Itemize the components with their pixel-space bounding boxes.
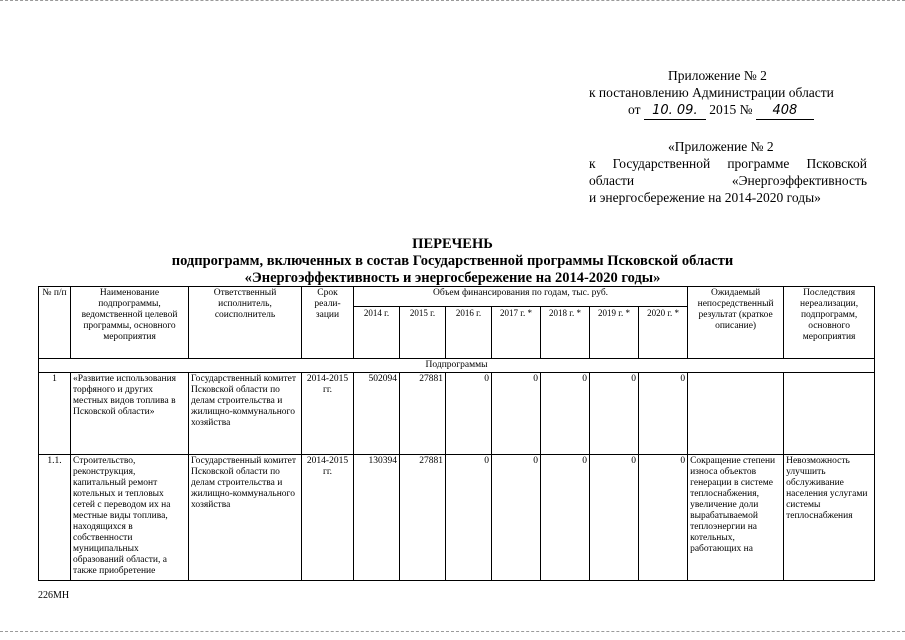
program-appendix-title: «Приложение № 2 <box>668 139 774 154</box>
header-year: 2015 г. <box>400 307 446 359</box>
from-label: от <box>628 102 641 117</box>
header-year: 2018 г. * <box>541 307 590 359</box>
row-value: 0 <box>639 373 688 455</box>
header-executor: Ответственный исполнитель, соисполнитель <box>189 287 302 359</box>
program-appendix-text <box>589 155 867 189</box>
row-value: 0 <box>590 455 639 581</box>
header-year: 2017 г. * <box>492 307 541 359</box>
row-value: 27881 <box>400 373 446 455</box>
program-appendix-word: Государственной <box>612 156 711 171</box>
header-year: 2014 г. <box>354 307 400 359</box>
row-num: 1.1. <box>39 455 71 581</box>
scan-edge-bottom <box>0 631 905 634</box>
document-heading: ПЕРЕЧЕНЬ <box>412 236 493 252</box>
year-number-label: 2015 № <box>709 102 753 117</box>
section-label: Подпрограммы <box>39 359 875 373</box>
row-num: 1 <box>39 373 71 455</box>
row-term: 2014-2015 гг. <box>302 455 354 581</box>
handwritten-date: 10. 09. <box>644 102 706 120</box>
row-name: Строительство, реконструкция, капитальный ремонт котельных и тепловых сетей с переводом их на местные виды топлива, находящихся в собственности муниципальных образований области, а также приобретение <box>71 455 189 581</box>
appendix-resolution-line: к постановлению Администрации области <box>589 85 834 100</box>
row-executor: Государственный комитет Псковской области по делам строительства и жилищно-коммунального хозяйства <box>189 373 302 455</box>
row-value: 0 <box>492 455 541 581</box>
row-consequences <box>784 373 875 455</box>
program-appendix-word: к <box>589 156 596 171</box>
row-value: 0 <box>446 373 492 455</box>
program-appendix-word: программе <box>727 156 790 171</box>
subprograms-table <box>38 286 875 581</box>
row-term: 2014-2015 гг. <box>302 373 354 455</box>
row-value: 0 <box>446 455 492 581</box>
row-value: 502094 <box>354 373 400 455</box>
program-appendix-word: Псковской <box>806 156 867 171</box>
table-row <box>39 455 875 581</box>
row-executor: Государственный комитет Псковской области по делам строительства и жилищно-коммунального хозяйства <box>189 455 302 581</box>
header-year: 2016 г. <box>446 307 492 359</box>
header-year: 2019 г. * <box>590 307 639 359</box>
program-appendix-last-line: и энергосбережение на 2014-2020 годы» <box>589 190 821 205</box>
row-value: 0 <box>492 373 541 455</box>
appendix-title: Приложение № 2 <box>668 68 767 83</box>
appendix-date-line <box>628 101 814 120</box>
row-consequences: Невозможность улучшить обслуживание населения услугами системы теплоснабжения <box>784 455 875 581</box>
document-program-name: «Энергоэффективность и энергосбережение на 2014-2020 годы» <box>244 270 661 286</box>
header-consequences: Последствия нереализации, подпрограмм, основного мероприятия <box>784 287 875 359</box>
row-value: 0 <box>541 373 590 455</box>
header-num: № п/п <box>39 287 71 359</box>
document-code: 226МН <box>38 590 70 601</box>
row-value: 0 <box>639 455 688 581</box>
document-subheading: подпрограмм, включенных в состав Государственной программы Псковской области <box>171 253 734 269</box>
header-term: Срок реали- зации <box>302 287 354 359</box>
header-year: 2020 г. * <box>639 307 688 359</box>
handwritten-number: 408 <box>756 102 814 120</box>
row-value: 0 <box>590 373 639 455</box>
row-value: 130394 <box>354 455 400 581</box>
header-name: Наименование подпрограммы, ведомственной целевой программы, основного мероприятия <box>71 287 189 359</box>
program-appendix-word: «Энергоэффективность <box>731 173 867 188</box>
program-appendix-word: области <box>589 173 635 188</box>
header-financing: Объем финансирования по годам, тыс. руб. <box>354 287 688 307</box>
header-result: Ожидаемый непосредственный результат (краткое описание) <box>688 287 784 359</box>
scan-edge-top <box>0 0 905 4</box>
table-row <box>39 373 875 455</box>
row-value: 27881 <box>400 455 446 581</box>
row-name: «Развитие использования торфяного и других местных видов топлива в Псковской области» <box>71 373 189 455</box>
row-value: 0 <box>541 455 590 581</box>
row-result <box>688 373 784 455</box>
row-result: Сокращение степени износа объектов генерации в системе теплоснабжения, увеличение доли вырабатываемой теплоэнергии на котельных, работающих на <box>688 455 784 581</box>
